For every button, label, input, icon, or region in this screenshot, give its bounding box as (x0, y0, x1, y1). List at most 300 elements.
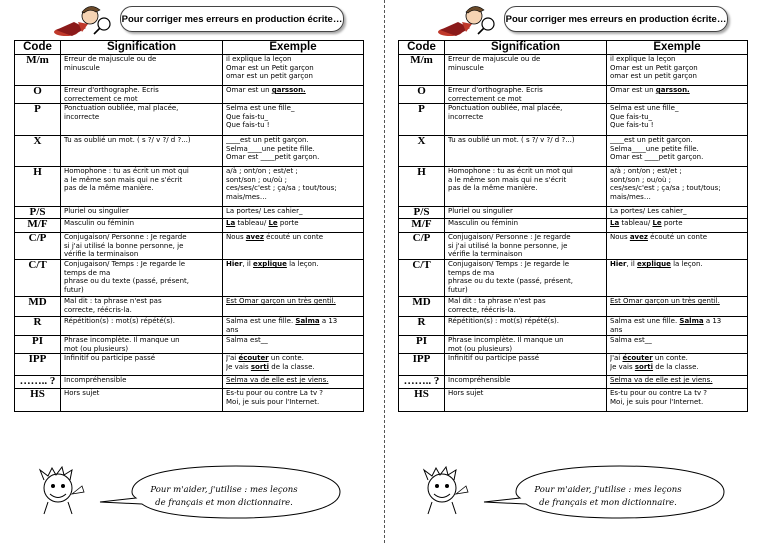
table-row (15, 233, 364, 260)
table-row (399, 207, 748, 219)
table-row (15, 167, 364, 207)
example-text: il explique la leçon (610, 55, 676, 63)
example-line (610, 317, 745, 326)
example-cell (223, 136, 364, 167)
code-cell: O (399, 86, 445, 104)
signification-line: Hors sujet (448, 389, 484, 398)
example-text: Es-tu pour ou contre La tv ? (610, 389, 708, 398)
table-row (15, 136, 364, 167)
code-cell: C/P (15, 233, 61, 260)
example-text: Moi, je suis pour l'Internet. (226, 397, 320, 406)
table-row (15, 297, 364, 317)
example-text: J'ai (226, 354, 239, 363)
example-text: ____est un petit garçon. (610, 136, 693, 145)
signification-line: Pluriel ou singulier (64, 207, 129, 216)
example-line (226, 354, 361, 363)
cut-line (384, 0, 385, 543)
signification-line: Mal dit : ta phrase n'est pas (64, 297, 162, 306)
signification-cell (61, 389, 223, 412)
code-cell: M/m (15, 55, 61, 86)
example-line (610, 398, 745, 407)
example-cell (223, 55, 364, 86)
highlighted-error: Hier (610, 260, 627, 269)
signification-line: Conjugaison/ Personne : Je regarde (64, 233, 187, 242)
signification-line: phrase ou du texte (passé, présent, (64, 277, 189, 286)
detective-icon (52, 2, 112, 38)
signification-line: pas de la même manière. (448, 184, 538, 193)
highlighted-error: Selma va de elle est je viens. (610, 376, 713, 385)
signification-cell (445, 219, 607, 233)
example-text: un conte. (268, 354, 304, 363)
signification-line: correcte, réécris-la. (64, 305, 132, 314)
example-cell (223, 376, 364, 389)
table-row (399, 297, 748, 317)
example-line (226, 363, 361, 372)
signification-cell (61, 86, 223, 104)
example-text: la leçon. (670, 260, 703, 269)
bubble-text (508, 484, 708, 510)
signification-line: Répétition(s) : mot(s) répété(s). (64, 317, 175, 326)
example-text: ces/ses/c'est ; ça/sa ; tout/tous; (226, 184, 337, 193)
example-text: J'ai (610, 354, 623, 363)
bubble-line: Pour m'aider, j'utilise : mes leçons (534, 485, 682, 495)
example-cell (607, 354, 748, 376)
example-line (610, 64, 745, 73)
table-row (399, 260, 748, 297)
footer (12, 462, 364, 522)
table-row (399, 389, 748, 412)
signification-cell (445, 354, 607, 376)
signification-line: incorrecte (64, 112, 100, 121)
table-row (399, 136, 748, 167)
table-row (15, 376, 364, 389)
highlighted-error: La (610, 219, 620, 228)
signification-line: Homophone : tu as écrit un mot qui (448, 167, 573, 176)
table-body (399, 55, 748, 412)
example-text: Je vais (610, 362, 635, 371)
example-line (226, 55, 361, 64)
highlighted-error: écouter (238, 354, 269, 363)
highlighted-error: garsson. (271, 86, 306, 94)
signification-line: Erreur d'orthographe. Ecris (448, 86, 543, 94)
signification-line: vérifie la terminaison (448, 250, 523, 259)
signification-cell (445, 336, 607, 354)
example-text: de la classe. (269, 362, 315, 371)
codes-table (14, 40, 364, 412)
example-cell (607, 55, 748, 86)
example-line (226, 297, 361, 306)
example-text: mais/mes… (226, 192, 267, 201)
example-cell (607, 317, 748, 336)
code-cell: M/F (15, 219, 61, 233)
example-line (610, 121, 745, 130)
example-text: ans (226, 325, 239, 334)
table-row (15, 260, 364, 297)
example-text: Selma est une fille_ (226, 104, 295, 113)
signification-cell (445, 297, 607, 317)
code-cell: MD (399, 297, 445, 317)
highlighted-error: sorti (634, 362, 654, 371)
code-cell: HS (15, 389, 61, 412)
example-cell (607, 376, 748, 389)
example-cell (607, 389, 748, 412)
example-cell (223, 167, 364, 207)
code-cell: PI (15, 336, 61, 354)
example-text: Omar est un Petit garçon (226, 63, 314, 72)
example-cell (607, 260, 748, 297)
example-line (226, 86, 361, 95)
signification-line: Homophone : tu as écrit un mot qui (64, 167, 189, 176)
highlighted-error: Salma (295, 317, 320, 326)
example-text: La portes/ Les cahier_ (226, 207, 303, 216)
signification-line: Phrase incomplète. Il manque un (448, 336, 564, 345)
signification-line: Phrase incomplète. Il manque un (64, 336, 180, 345)
highlighted-error: explique (637, 260, 671, 269)
example-text: a 13 (319, 317, 338, 326)
example-line (226, 398, 361, 407)
signification-cell (61, 207, 223, 219)
code-cell: M/F (399, 219, 445, 233)
code-cell: M/m (399, 55, 445, 86)
signification-line: Infinitif ou participe passé (448, 354, 540, 363)
example-cell (223, 354, 364, 376)
table-row (15, 336, 364, 354)
table-row (399, 167, 748, 207)
bubble-line: de français et mon dictionnaire. (539, 498, 677, 508)
example-text: tableau/ (235, 219, 269, 228)
code-cell: H (399, 167, 445, 207)
signification-line: Répétition(s) : mot(s) répété(s). (448, 317, 559, 326)
example-cell (607, 336, 748, 354)
example-line (610, 86, 745, 95)
signification-cell (61, 354, 223, 376)
example-line (610, 219, 745, 228)
signification-line: Hors sujet (64, 389, 100, 398)
signification-line: mot (ou plusieurs) (64, 344, 129, 353)
signification-line: Mal dit : ta phrase n'est pas (448, 297, 546, 306)
example-line (610, 207, 745, 216)
example-line (610, 113, 745, 122)
signification-line: pas de la même manière. (64, 184, 154, 193)
signification-line: futur) (64, 285, 84, 294)
example-text: sont/son ; ou/où ; (610, 175, 672, 184)
column-header-exemple: Exemple (607, 41, 748, 55)
example-text: Omar est ____petit garçon. (610, 153, 704, 162)
example-text: Que fais-tu ! (610, 121, 654, 130)
sheet-left (12, 0, 364, 543)
signification-line: Pluriel ou singulier (448, 207, 513, 216)
example-text: écouté un conte (647, 233, 708, 242)
example-text: la leçon. (286, 260, 319, 269)
table-row (15, 389, 364, 412)
example-line (610, 176, 745, 185)
code-cell: H (15, 167, 61, 207)
column-header-code: Code (399, 41, 445, 55)
signification-line: Ponctuation oubliée, mal placée, (64, 104, 179, 113)
example-line (610, 376, 745, 385)
example-text: ____est un petit garçon. (226, 136, 309, 145)
signification-cell (61, 167, 223, 207)
example-text: , il (626, 260, 638, 269)
example-cell (223, 297, 364, 317)
column-header-exemple: Exemple (223, 41, 364, 55)
example-text: il explique la leçon (226, 55, 292, 63)
example-cell (223, 219, 364, 233)
example-line (610, 153, 745, 162)
signification-line: phrase ou du texte (passé, présent, (448, 277, 573, 286)
table-row (399, 317, 748, 336)
example-line (610, 363, 745, 372)
column-header-signification: Signification (61, 41, 223, 55)
header (12, 0, 364, 40)
table-row (15, 219, 364, 233)
code-cell: X (399, 136, 445, 167)
codes-table (398, 40, 748, 412)
highlighted-error: écouter (622, 354, 653, 363)
example-text: Selma____une petite fille. (610, 144, 699, 153)
code-cell: HS (399, 389, 445, 412)
signification-line: si j'ai utilisé la bonne personne, je (64, 241, 184, 250)
example-line (226, 121, 361, 130)
signification-line: temps de ma (64, 268, 111, 277)
code-cell: C/P (399, 233, 445, 260)
example-line (226, 389, 361, 398)
bubble-line: de français et mon dictionnaire. (155, 498, 293, 508)
example-cell (607, 207, 748, 219)
example-line (226, 193, 361, 202)
signification-line: a le même son mais qui ne s'écrit (448, 175, 567, 184)
highlighted-error: Le (268, 219, 278, 228)
example-text: Je vais (226, 362, 251, 371)
example-text: Que fais-tu_ (610, 112, 653, 121)
signification-cell (61, 104, 223, 136)
header-title: Pour corriger mes erreurs en production écrite… (504, 6, 728, 32)
code-cell: P (15, 104, 61, 136)
signification-cell (61, 219, 223, 233)
example-line (226, 72, 361, 81)
example-text: sont/son ; ou/où ; (226, 175, 288, 184)
signification-line: mot (ou plusieurs) (448, 344, 513, 353)
example-line (226, 153, 361, 162)
code-cell: MD (15, 297, 61, 317)
code-cell: IPP (399, 354, 445, 376)
signification-cell (61, 260, 223, 297)
example-line (226, 184, 361, 193)
example-text: omar est un petit garçon (610, 72, 697, 81)
signification-line: Erreur d'orthographe. Ecris (64, 86, 159, 94)
signification-line: Erreur de majuscule ou de (448, 55, 541, 63)
example-line (610, 184, 745, 193)
example-text: omar est un petit garçon (226, 72, 313, 81)
signification-cell (61, 376, 223, 389)
signification-cell (445, 167, 607, 207)
signification-line: a le même son mais qui ne s'écrit (64, 175, 183, 184)
signification-line: Conjugaison/ Temps : Je regarde le (448, 260, 570, 269)
example-text: Nous (226, 233, 246, 242)
table-row (15, 354, 364, 376)
footer (396, 462, 748, 522)
example-text: porte (277, 219, 299, 228)
signification-line: Tu as oublié un mot. ( s ?/ v ?/ d ?...) (448, 136, 575, 145)
example-text: Salma est__ (610, 336, 652, 345)
signification-line: correctement ce mot (448, 94, 522, 103)
bubble-text (124, 484, 324, 510)
example-line (226, 136, 361, 145)
signification-line: Conjugaison/ Temps : Je regarde le (64, 260, 186, 269)
signification-line: incorrecte (448, 112, 484, 121)
highlighted-error: avez (629, 233, 648, 242)
example-line (226, 317, 361, 326)
example-line (610, 104, 745, 113)
table-row (15, 86, 364, 104)
table-row (15, 207, 364, 219)
example-cell (223, 389, 364, 412)
example-line (610, 336, 745, 345)
signification-line: futur) (448, 285, 468, 294)
signification-cell (445, 104, 607, 136)
example-text: Selma____une petite fille. (226, 144, 315, 153)
table-row (399, 86, 748, 104)
table-header-row (399, 41, 748, 55)
example-text: de la classe. (653, 362, 699, 371)
example-text: a/à ; ont/on ; est/et ; (226, 167, 298, 176)
code-cell: …….. ? (15, 376, 61, 389)
highlighted-error: sorti (250, 362, 270, 371)
signification-line: temps de ma (448, 268, 495, 277)
code-cell: X (15, 136, 61, 167)
example-line (610, 297, 745, 306)
table-row (399, 376, 748, 389)
example-text: Moi, je suis pour l'Internet. (610, 397, 704, 406)
example-line (226, 104, 361, 113)
header-title: Pour corriger mes erreurs en production écrite… (120, 6, 344, 32)
signification-cell (61, 55, 223, 86)
signification-cell (61, 136, 223, 167)
highlighted-error: Est Omar garçon un très gentil. (226, 297, 336, 306)
example-text: Omar est ____petit garçon. (226, 153, 320, 162)
example-line (226, 145, 361, 154)
highlighted-error: explique (253, 260, 287, 269)
example-text: ces/ses/c'est ; ça/sa ; tout/tous; (610, 184, 721, 193)
example-text: Es-tu pour ou contre La tv ? (226, 389, 324, 398)
code-cell: O (15, 86, 61, 104)
example-text: Salma est une fille. (226, 317, 296, 326)
example-text: mais/mes… (610, 192, 651, 201)
example-text: a/à ; ont/on ; est/et ; (610, 167, 682, 176)
example-line (610, 389, 745, 398)
code-cell: PI (399, 336, 445, 354)
example-cell (223, 317, 364, 336)
signification-cell (445, 86, 607, 104)
example-line (610, 326, 745, 335)
signification-cell (445, 233, 607, 260)
signification-line: Masculin ou féminin (448, 219, 519, 228)
cartoon-kid-icon (416, 466, 472, 516)
example-line (610, 354, 745, 363)
table-row (399, 55, 748, 86)
code-cell: …….. ? (399, 376, 445, 389)
example-cell (223, 336, 364, 354)
signification-cell (61, 317, 223, 336)
signification-cell (445, 207, 607, 219)
code-cell: R (399, 317, 445, 336)
example-line (226, 233, 361, 242)
signification-cell (445, 136, 607, 167)
code-cell: P (399, 104, 445, 136)
example-line (610, 260, 745, 269)
signification-cell (445, 260, 607, 297)
example-text: porte (661, 219, 683, 228)
signification-line: vérifie la terminaison (64, 250, 139, 259)
sheet-right (396, 0, 748, 543)
signification-cell (445, 55, 607, 86)
example-cell (607, 219, 748, 233)
code-cell: C/T (15, 260, 61, 297)
signification-cell (445, 389, 607, 412)
table-row (399, 233, 748, 260)
example-cell (223, 104, 364, 136)
signification-line: Infinitif ou participe passé (64, 354, 156, 363)
example-line (226, 113, 361, 122)
signification-cell (61, 233, 223, 260)
example-cell (607, 104, 748, 136)
signification-line: Conjugaison/ Personne : Je regarde (448, 233, 571, 242)
example-cell (607, 136, 748, 167)
example-line (226, 176, 361, 185)
table-row (399, 354, 748, 376)
highlighted-error: Salma (679, 317, 704, 326)
example-text: , il (242, 260, 254, 269)
example-text: Salma est__ (226, 336, 268, 345)
example-line (226, 326, 361, 335)
example-cell (607, 297, 748, 317)
example-text: Salma est une fille. (610, 317, 680, 326)
highlighted-error: Selma va de elle est je viens. (226, 376, 329, 385)
signification-cell (61, 297, 223, 317)
code-cell: P/S (399, 207, 445, 219)
example-text: La portes/ Les cahier_ (610, 207, 687, 216)
example-cell (223, 207, 364, 219)
example-text: un conte. (652, 354, 688, 363)
detective-icon (436, 2, 496, 38)
example-cell (607, 233, 748, 260)
example-line (610, 136, 745, 145)
highlighted-error: Est Omar garçon un très gentil. (610, 297, 720, 306)
signification-cell (61, 336, 223, 354)
example-cell (607, 86, 748, 104)
example-text: Omar est un (610, 86, 656, 94)
example-cell (223, 86, 364, 104)
example-text: ans (610, 325, 623, 334)
example-line (226, 336, 361, 345)
signification-line: Ponctuation oubliée, mal placée, (448, 104, 563, 113)
table-body (15, 55, 364, 412)
example-line (226, 219, 361, 228)
example-text: a 13 (703, 317, 722, 326)
example-text: Que fais-tu ! (226, 121, 270, 130)
column-header-code: Code (15, 41, 61, 55)
example-text: Nous (610, 233, 630, 242)
signification-line: minuscule (448, 63, 484, 72)
example-line (226, 260, 361, 269)
highlighted-error: Hier (226, 260, 243, 269)
example-line (610, 55, 745, 64)
cartoon-kid-icon (32, 466, 88, 516)
signification-line: correctement ce mot (64, 94, 138, 103)
signification-line: Tu as oublié un mot. ( s ?/ v ?/ d ?...) (64, 136, 191, 145)
example-line (610, 72, 745, 81)
table-row (399, 336, 748, 354)
